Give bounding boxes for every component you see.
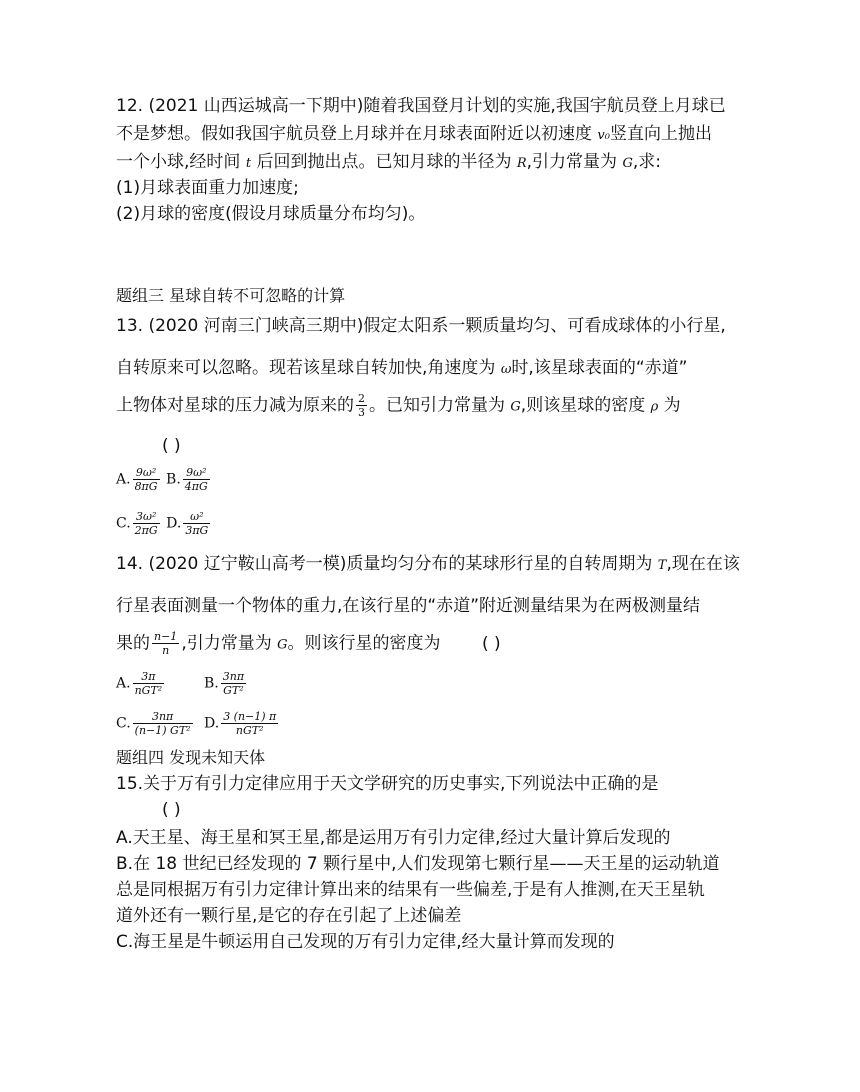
q13-option-a-den: 8πG bbox=[134, 480, 158, 493]
q12-part1-text: (1)月球表面重力加速度; bbox=[116, 178, 299, 198]
q13-line3-text-d: 为 bbox=[658, 395, 681, 416]
q15-option-b-text-1: B.在 18 世纪已经发现的 7 颗行星中,人们发现第七颗行星——天王星的运动轨道 bbox=[116, 854, 720, 874]
group4-heading bbox=[116, 746, 265, 770]
q13-options-cd bbox=[116, 510, 212, 537]
q14-G-symbol: G bbox=[277, 637, 288, 653]
q14-line1-text-b: ,现在在该 bbox=[666, 554, 740, 574]
q14-options-ab bbox=[116, 670, 166, 697]
q13-answer-paren bbox=[162, 434, 181, 458]
q13-option-a-label: A. bbox=[116, 471, 131, 488]
q14-fraction bbox=[152, 630, 179, 657]
q14-option-c-den: (n−1) GT² bbox=[134, 724, 191, 737]
q13-line3-text-c: ,则该星球的密度 bbox=[520, 395, 651, 416]
q15-option-b-line3 bbox=[116, 904, 461, 928]
q13-option-d-den: 3πG bbox=[185, 524, 209, 537]
q13-fraction bbox=[356, 392, 367, 419]
q13-rho-symbol: ρ bbox=[650, 399, 659, 415]
q15-option-a-text: A.天王星、海王星和冥王星,都是运用万有引力定律,经过大量计算后发现的 bbox=[116, 828, 671, 848]
q14-fraction-denominator: n bbox=[162, 644, 170, 657]
q14-option-b-label: B. bbox=[204, 675, 219, 692]
q14-option-d-value bbox=[221, 710, 278, 737]
q13-G-symbol: G bbox=[510, 399, 521, 415]
q13-option-c-value bbox=[133, 510, 160, 537]
q14-option-d-den: nGT² bbox=[235, 724, 264, 737]
group3-heading-text: 题组三 星球自转不可忽略的计算 bbox=[116, 286, 346, 305]
q12-R-symbol: R bbox=[516, 156, 527, 171]
q12-G-symbol: G bbox=[622, 156, 633, 171]
q15-line1 bbox=[116, 772, 658, 796]
q14-line3-text-a: 果的 bbox=[116, 633, 150, 654]
q13-option-c-label: C. bbox=[116, 515, 131, 532]
q13-option-d-value bbox=[183, 510, 210, 537]
q14-line3-text-b: ,引力常量为 bbox=[181, 633, 278, 654]
q13-line2 bbox=[116, 356, 687, 382]
q14-option-a-den: nGT² bbox=[134, 684, 163, 697]
q13-fraction-numerator: 2 bbox=[358, 392, 365, 405]
q14-line2-text: 行星表面测量一个物体的重力,在该行星的“赤道”附近测量结果为在两极测量结 bbox=[116, 596, 701, 616]
q13-line2-text-a: 自转原来可以忽略。现若该星球自转加快,角速度为 bbox=[116, 358, 501, 378]
q14-option-b-den: GT² bbox=[223, 684, 244, 697]
q13-line3 bbox=[116, 392, 681, 420]
q14-option-b bbox=[204, 670, 248, 697]
q14-option-c-num: 3nπ bbox=[133, 710, 193, 724]
q14-option-d-label: D. bbox=[204, 715, 220, 732]
q12-part2 bbox=[116, 202, 425, 226]
q12-line3-text-c: ,引力常量为 bbox=[526, 152, 623, 172]
group3-heading bbox=[116, 284, 345, 308]
q13-option-b-value bbox=[183, 466, 210, 493]
q13-option-c-den: 2πG bbox=[134, 524, 158, 537]
q14-option-c-value bbox=[133, 710, 193, 737]
q14-T-symbol: T bbox=[657, 558, 667, 573]
q12-line1 bbox=[116, 94, 726, 118]
q15-line1-text: 15.关于万有引力定律应用于天文学研究的历史事实,下列说法中正确的是 bbox=[116, 774, 659, 794]
q13-line2-text-b: 时,该星球表面的“赤道” bbox=[511, 358, 688, 378]
q13-option-b-den: 4πG bbox=[184, 480, 208, 493]
q15-option-a bbox=[116, 826, 671, 850]
q14-option-d bbox=[204, 710, 280, 737]
q13-option-b-num: 9ω² bbox=[183, 466, 210, 480]
q12-line2-text-b: 竖直向上抛出 bbox=[609, 124, 712, 144]
q12-line2 bbox=[116, 122, 712, 148]
q13-option-d-label: D. bbox=[166, 515, 182, 532]
q15-option-b-line2 bbox=[116, 878, 705, 902]
q14-line1-text-a: 14. (2020 辽宁鞍山高考一模)质量均匀分布的某球形行星的自转周期为 bbox=[116, 554, 658, 574]
q14-fraction-numerator: n−1 bbox=[154, 630, 178, 643]
q12-line3-text-d: ,求: bbox=[632, 152, 661, 172]
q14-line2 bbox=[116, 594, 700, 618]
q13-line1-text: 13. (2020 河南三门峡高三期中)假定太阳系一颗质量均匀、可看成球体的小行星, bbox=[116, 316, 726, 336]
q13-option-b-label: B. bbox=[166, 471, 181, 488]
q14-option-b-num: 3nπ bbox=[222, 670, 245, 683]
q15-option-c bbox=[116, 930, 615, 954]
q15-option-b-text-3: 道外还有一颗行星,是它的存在引起了上述偏差 bbox=[116, 906, 462, 926]
q12-t-symbol: t bbox=[245, 156, 252, 171]
q12-line3-text-b: 后回到抛出点。已知月球的半径为 bbox=[251, 152, 517, 172]
q13-options-ab bbox=[116, 466, 212, 493]
q13-option-d-num: ω² bbox=[183, 510, 210, 524]
q15-option-c-text: C.海王星是牛顿运用自己发现的万有引力定律,经大量计算而发现的 bbox=[116, 932, 615, 952]
q13-omega-symbol: ω bbox=[500, 362, 512, 377]
q13-fraction-denominator: 3 bbox=[358, 406, 365, 419]
q15-option-b-line1 bbox=[116, 852, 720, 876]
q13-answer-paren-text: ( ) bbox=[162, 436, 181, 456]
q15-answer-paren-text: ( ) bbox=[162, 800, 181, 820]
q14-option-c bbox=[116, 710, 195, 737]
q13-line3-text-a: 上物体对星球的压力减为原来的 bbox=[116, 395, 354, 416]
q14-option-a-num: 3π bbox=[133, 670, 165, 684]
q12-line2-text-a: 不是梦想。假如我国宇航员登上月球并在月球表面附近以初速度 bbox=[116, 124, 598, 144]
q13-option-a-num: 9ω² bbox=[133, 466, 160, 480]
q15-option-b-text-2: 总是同根据万有引力定律计算出来的结果有一些偏差,于是有人推测,在天王星轨 bbox=[116, 880, 705, 900]
q15-answer-paren bbox=[162, 798, 181, 822]
q13-line3-text-b: 。已知引力常量为 bbox=[369, 395, 511, 416]
q12-part1 bbox=[116, 176, 299, 200]
q14-option-d-num: 3 (n−1) π bbox=[223, 710, 277, 723]
q12-line3 bbox=[116, 150, 661, 176]
q14-answer-paren bbox=[482, 632, 501, 656]
q14-option-a-label: A. bbox=[116, 675, 131, 692]
q13-option-c-num: 3ω² bbox=[133, 510, 160, 524]
q13-line1 bbox=[116, 314, 726, 338]
q14-line3 bbox=[116, 630, 441, 658]
q14-line1 bbox=[116, 552, 740, 578]
q12-line3-text-a: 一个小球,经时间 bbox=[116, 152, 246, 172]
q14-line3-text-c: 。则该行星的密度为 bbox=[287, 633, 441, 654]
q12-line1-text: 12. (2021 山西运城高一下期中)随着我国登月计划的实施,我国宇航员登上月球已 bbox=[116, 96, 726, 116]
q12-part2-text: (2)月球的密度(假设月球质量分布均匀)。 bbox=[116, 204, 426, 224]
q13-option-a-value bbox=[133, 466, 160, 493]
q12-v0-symbol: v₀ bbox=[597, 128, 610, 143]
q14-option-c-label: C. bbox=[116, 715, 131, 732]
q14-option-a-value bbox=[133, 670, 165, 697]
q14-option-b-value bbox=[221, 670, 246, 697]
group4-heading-text: 题组四 发现未知天体 bbox=[116, 748, 266, 767]
q14-answer-paren-text: ( ) bbox=[482, 634, 501, 654]
